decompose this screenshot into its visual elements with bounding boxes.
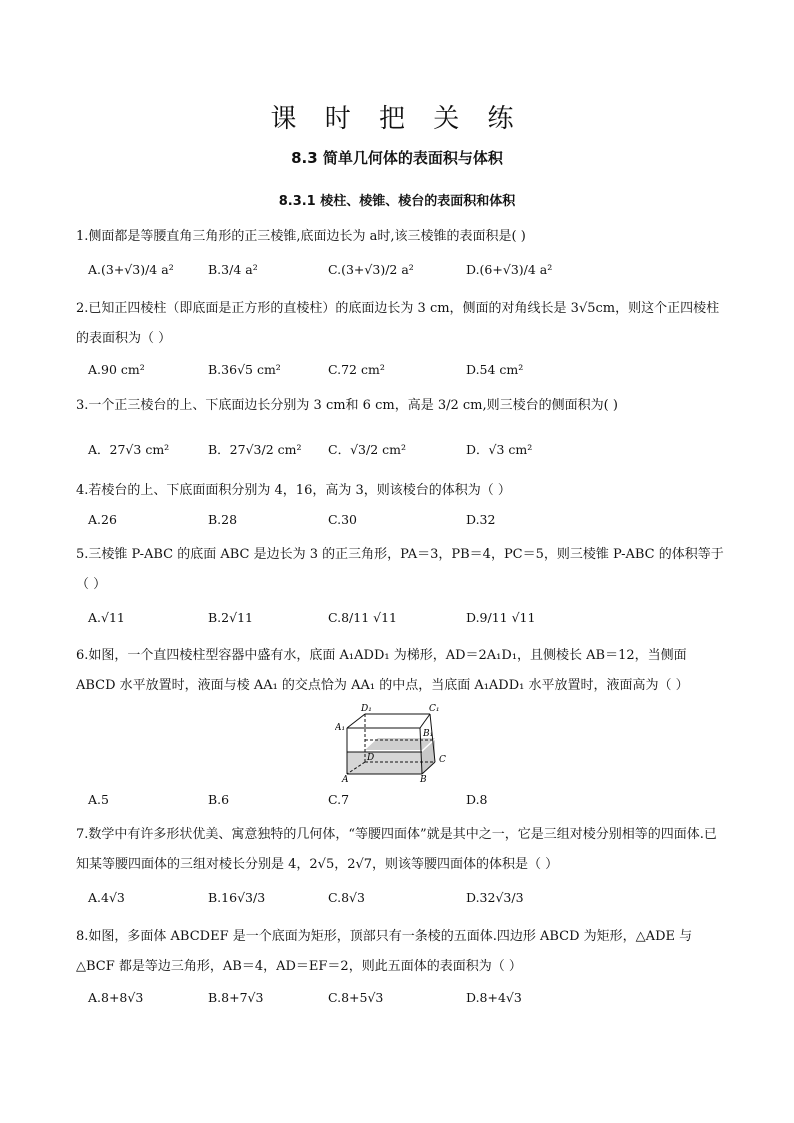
option-d[interactable]: D.54 cm² (466, 362, 524, 377)
question-3-options (88, 440, 728, 462)
question-1-stem: 1.侧面都是等腰直角三角形的正三棱锥,底面边长为 a时,该三棱锥的表面积是( ) (76, 229, 526, 244)
option-d[interactable]: D.32√3/3 (466, 890, 524, 905)
option-a[interactable]: A.√11 (88, 610, 125, 625)
option-a[interactable]: A.90 cm² (88, 362, 145, 377)
label-d1: D₁ (361, 704, 372, 714)
option-a[interactable]: A.4√3 (88, 890, 125, 905)
option-c[interactable]: C.30 (328, 512, 357, 527)
option-b[interactable]: B.8+7√3 (208, 990, 264, 1005)
question-7-options (88, 890, 728, 912)
option-d[interactable]: D.32 (466, 512, 496, 527)
option-b[interactable]: B.16√3/3 (208, 890, 266, 905)
option-d[interactable]: D．√3 cm² (466, 442, 533, 457)
label-b: B (420, 775, 427, 782)
option-a[interactable]: A.5 (88, 792, 109, 807)
option-b[interactable]: B.28 (208, 512, 238, 527)
prism-figure (335, 700, 455, 782)
question-8-options (88, 990, 728, 1012)
section-heading: 8.3 简单几何体的表面积与体积 (291, 149, 503, 167)
option-a[interactable]: A.8+8√3 (88, 990, 144, 1005)
question-2-options (88, 362, 728, 384)
page-title: 课 时 把 关 练 (270, 104, 524, 134)
label-a1: A₁ (335, 723, 346, 733)
label-c: C (439, 755, 446, 765)
option-d[interactable]: D.(6+√3)/4 a² (466, 262, 553, 277)
option-c[interactable]: C.7 (328, 792, 350, 807)
option-c[interactable]: C.8√3 (328, 890, 365, 905)
option-b[interactable]: B.2√11 (208, 610, 253, 625)
option-c[interactable]: C.72 cm² (328, 362, 385, 377)
label-a: A (342, 775, 349, 782)
question-5-stem: 5.三棱锥 P-ABC 的底面 ABC 是边长为 3 的正三角形，PA＝3，PB＝4，PC＝5，则三棱锥 P-ABC 的体积等于（ ） (76, 547, 724, 592)
question-1-options (88, 262, 728, 284)
question-4-options (88, 512, 728, 534)
subsection-heading: 8.3.1 棱柱、棱锥、棱台的表面积和体积 (278, 194, 516, 209)
question-8-stem: 8.如图，多面体 ABCDEF 是一个底面为矩形，顶部只有一条棱的五面体.四边形 ABCD 为矩形，△ADE 与△BCF 都是等边三角形，AB＝4，AD＝EF＝2，则此五面体的表面积为（ ） (76, 929, 693, 974)
question-6-options (88, 792, 728, 814)
option-c[interactable]: C.8/11 √11 (328, 610, 398, 625)
option-d[interactable]: D.8+4√3 (466, 990, 522, 1005)
prism-diagram (335, 700, 455, 782)
label-b1: B₁ (423, 729, 434, 739)
option-b[interactable]: B．27√3/2 cm² (208, 442, 302, 457)
question-5-options (88, 610, 728, 632)
label-c1: C₁ (429, 704, 440, 714)
option-d[interactable]: D.8 (466, 792, 488, 807)
question-4-stem: 4.若棱台的上、下底面面积分别为 4，16，高为 3，则该棱台的体积为（ ） (76, 483, 511, 498)
option-c[interactable]: C.8+5√3 (328, 990, 384, 1005)
option-c[interactable]: C.(3+√3)/2 a² (328, 262, 414, 277)
question-2-stem: 2.已知正四棱柱（即底面是正方形的直棱柱）的底面边长为 3 cm，侧面的对角线长是 3√5cm，则这个正四棱柱的表面积为（ ） (76, 301, 720, 346)
label-d: D (367, 753, 375, 763)
option-b[interactable]: B.36√5 cm² (208, 362, 281, 377)
option-b[interactable]: B.3/4 a² (208, 262, 258, 277)
question-7-stem: 7.数学中有许多形状优美、寓意独特的几何体，“等腰四面体”就是其中之一，它是三组对棱分别相等的四面体.已知某等腰四面体的三组对棱长分别是 4，2√5，2√7，则该等腰四面体的体积是（ ） (76, 827, 717, 872)
option-a[interactable]: A．27√3 cm² (88, 442, 170, 457)
question-3-stem: 3.一个正三棱台的上、下底面边长分别为 3 cm和 6 cm，高是 3/2 cm,则三棱台的侧面积为( ) (76, 398, 618, 413)
option-a[interactable]: A.26 (88, 512, 117, 527)
option-c[interactable]: C．√3/2 cm² (328, 442, 406, 457)
question-6-stem: 6.如图，一个直四棱柱型容器中盛有水，底面 A₁ADD₁ 为梯形，AD＝2A₁D₁，且侧棱长 AB＝12，当侧面 ABCD 水平放置时，液面与棱 AA₁ 的交点恰为 AA₁ 的中点，当底面 A₁ADD₁ 水平放置时，液面高为（ ） (76, 648, 689, 693)
option-a[interactable]: A.(3+√3)/4 a² (88, 262, 174, 277)
option-d[interactable]: D.9/11 √11 (466, 610, 536, 625)
option-b[interactable]: B.6 (208, 792, 230, 807)
